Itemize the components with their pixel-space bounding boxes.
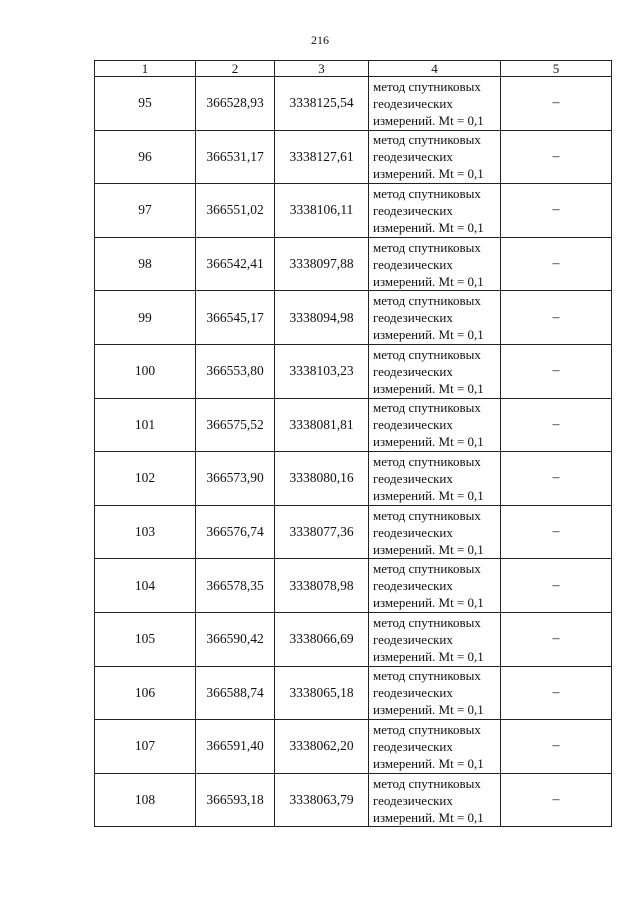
x-coordinate-cell: 366575,52 [196,398,275,452]
y-coordinate-cell: 3338065,18 [275,666,369,720]
method-line: измерений. Mt = 0,1 [373,755,484,771]
table-row [95,184,612,238]
x-coordinate-cell: 366553,80 [196,344,275,398]
description-cell: – [501,398,612,452]
method-line: геодезических [373,417,453,433]
x-coordinate-cell: 366590,42 [196,612,275,666]
method-cell [369,398,501,452]
method-cell [369,184,501,238]
table-row [95,612,612,666]
method-line: геодезических [373,310,453,326]
description-cell: – [501,344,612,398]
method-cell [369,130,501,184]
table-row [95,452,612,506]
method-line: измерений. Mt = 0,1 [373,219,484,235]
method-line: геодезических [373,149,453,165]
y-coordinate-cell: 3338066,69 [275,612,369,666]
method-line: метод спутниковых [373,293,481,309]
method-line: метод спутниковых [373,453,481,469]
method-cell [369,666,501,720]
method-cell [369,77,501,131]
point-number-cell: 96 [95,130,196,184]
x-coordinate-cell: 366576,74 [196,505,275,559]
point-number-cell: 106 [95,666,196,720]
point-number-cell: 97 [95,184,196,238]
description-cell: – [501,505,612,559]
description-cell: – [501,559,612,613]
method-line: метод спутниковых [373,78,481,94]
method-line: измерений. Mt = 0,1 [373,809,484,825]
method-line: измерений. Mt = 0,1 [373,595,484,611]
y-coordinate-cell: 3338097,88 [275,237,369,291]
y-coordinate-cell: 3338125,54 [275,77,369,131]
table-row [95,720,612,774]
description-cell: – [501,720,612,774]
method-line: геодезических [373,95,453,111]
method-line: метод спутниковых [373,239,481,255]
point-number-cell: 108 [95,773,196,827]
method-line: измерений. Mt = 0,1 [373,648,484,664]
description-cell: – [501,130,612,184]
method-line: геодезических [373,738,453,754]
y-coordinate-cell: 3338080,16 [275,452,369,506]
y-coordinate-cell: 3338063,79 [275,773,369,827]
method-line: метод спутниковых [373,400,481,416]
description-cell: – [501,773,612,827]
y-coordinate-cell: 3338094,98 [275,291,369,345]
point-number-cell: 99 [95,291,196,345]
method-line: метод спутниковых [373,614,481,630]
description-cell: – [501,291,612,345]
table-row [95,666,612,720]
x-coordinate-cell: 366591,40 [196,720,275,774]
method-line: метод спутниковых [373,132,481,148]
method-line: измерений. Mt = 0,1 [373,380,484,396]
x-coordinate-cell: 366578,35 [196,559,275,613]
point-number-cell: 107 [95,720,196,774]
method-cell [369,773,501,827]
description-cell: – [501,237,612,291]
method-line: геодезических [373,363,453,379]
x-coordinate-cell: 366545,17 [196,291,275,345]
y-coordinate-cell: 3338077,36 [275,505,369,559]
x-coordinate-cell: 366528,93 [196,77,275,131]
point-number-cell: 105 [95,612,196,666]
method-cell [369,559,501,613]
column-header: 5 [501,61,612,77]
table-body [95,77,612,827]
method-line: измерений. Mt = 0,1 [373,434,484,450]
table-row [95,773,612,827]
description-cell: – [501,184,612,238]
x-coordinate-cell: 366551,02 [196,184,275,238]
method-line: измерений. Mt = 0,1 [373,327,484,343]
method-cell [369,452,501,506]
description-cell: – [501,612,612,666]
x-coordinate-cell: 366531,17 [196,130,275,184]
method-line: геодезических [373,202,453,218]
point-number-cell: 103 [95,505,196,559]
description-cell: – [501,666,612,720]
table-row [95,291,612,345]
table-row [95,77,612,131]
y-coordinate-cell: 3338081,81 [275,398,369,452]
column-header: 3 [275,61,369,77]
coordinates-table [94,60,612,827]
point-number-cell: 95 [95,77,196,131]
table-row [95,130,612,184]
method-cell [369,505,501,559]
method-cell [369,720,501,774]
point-number-cell: 104 [95,559,196,613]
method-cell [369,344,501,398]
description-cell: – [501,77,612,131]
x-coordinate-cell: 366573,90 [196,452,275,506]
column-header: 2 [196,61,275,77]
method-line: метод спутниковых [373,346,481,362]
method-line: метод спутниковых [373,185,481,201]
method-line: измерений. Mt = 0,1 [373,541,484,557]
description-cell: – [501,452,612,506]
y-coordinate-cell: 3338106,11 [275,184,369,238]
method-line: метод спутниковых [373,668,481,684]
method-cell [369,291,501,345]
x-coordinate-cell: 366588,74 [196,666,275,720]
table-row [95,398,612,452]
method-line: метод спутниковых [373,561,481,577]
point-number-cell: 101 [95,398,196,452]
method-line: геодезических [373,578,453,594]
method-line: измерений. Mt = 0,1 [373,166,484,182]
table-row [95,344,612,398]
x-coordinate-cell: 366542,41 [196,237,275,291]
method-line: измерений. Mt = 0,1 [373,487,484,503]
table-row [95,559,612,613]
method-line: измерений. Mt = 0,1 [373,112,484,128]
table-header-row [95,61,612,77]
method-line: метод спутниковых [373,507,481,523]
point-number-cell: 98 [95,237,196,291]
method-line: измерений. Mt = 0,1 [373,702,484,718]
method-cell [369,237,501,291]
page-number: 216 [311,33,329,47]
method-line: геодезических [373,524,453,540]
table-row [95,237,612,291]
method-line: геодезических [373,256,453,272]
x-coordinate-cell: 366593,18 [196,773,275,827]
y-coordinate-cell: 3338127,61 [275,130,369,184]
method-line: измерений. Mt = 0,1 [373,273,484,289]
column-header: 1 [95,61,196,77]
table-row [95,505,612,559]
method-line: метод спутниковых [373,721,481,737]
point-number-cell: 100 [95,344,196,398]
y-coordinate-cell: 3338062,20 [275,720,369,774]
column-header: 4 [369,61,501,77]
method-line: метод спутниковых [373,775,481,791]
y-coordinate-cell: 3338078,98 [275,559,369,613]
method-line: геодезических [373,792,453,808]
method-line: геодезических [373,631,453,647]
method-line: геодезических [373,685,453,701]
method-cell [369,612,501,666]
point-number-cell: 102 [95,452,196,506]
method-line: геодезических [373,470,453,486]
y-coordinate-cell: 3338103,23 [275,344,369,398]
